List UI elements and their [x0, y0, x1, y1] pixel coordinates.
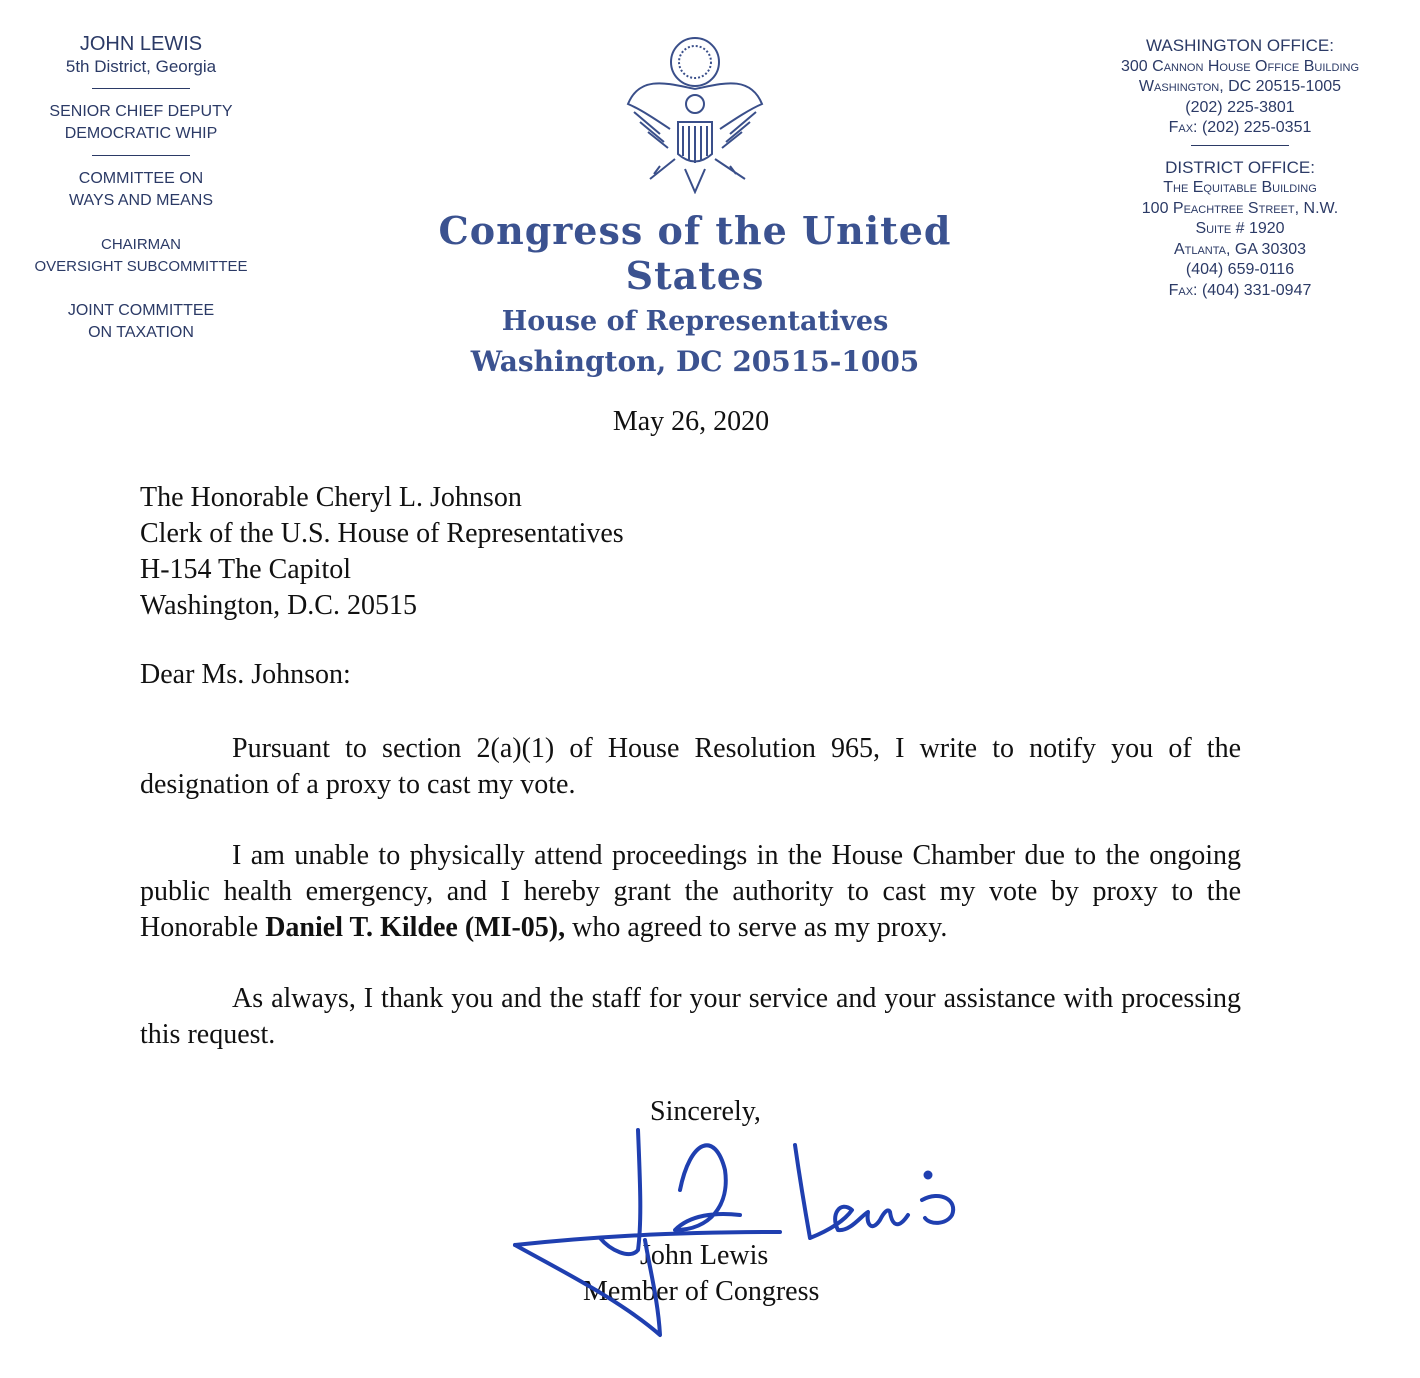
paragraph-text: I am unable to physically attend proceedings in the House Chamber due to the ongoing public health emergency, and I hereby grant the authority to cast my vote by proxy to the Honorable: [140, 840, 1241, 943]
letterhead-city: Washington, DC 20515-1005: [470, 345, 920, 378]
office-line: The Equitable Building: [1163, 179, 1317, 196]
closing: Sincerely,: [650, 1096, 761, 1127]
office-line: (202) 225-3801: [1185, 98, 1295, 116]
office-line: Fax: (202) 225-0351: [1168, 119, 1312, 136]
office-info: [1100, 36, 1380, 301]
letterhead-center: [400, 34, 990, 378]
role-line: JOINT COMMITTEE: [67, 302, 215, 319]
role-line: CHAIRMAN: [100, 236, 181, 253]
role-joint: [20, 300, 262, 344]
paragraph: As always, I thank you and the staff for your service and your assistance with processing this request.: [140, 983, 1241, 1050]
signer-title: Member of Congress: [583, 1276, 820, 1307]
salutation: Dear Ms. Johnson:: [140, 659, 351, 690]
paragraph-text: who agreed to serve as my proxy.: [565, 912, 948, 943]
office-line: Fax: (404) 331-0947: [1168, 281, 1312, 299]
office-line: 300 Cannon House Office Building: [1121, 57, 1359, 75]
role-chairman: [20, 234, 262, 278]
role-line: COMMITTEE ON: [78, 170, 204, 187]
member-info: [20, 32, 262, 344]
role-line: OVERSIGHT SUBCOMMITTEE: [34, 258, 248, 275]
role-line: ON TAXATION: [88, 324, 194, 341]
signature-image: [500, 1120, 970, 1350]
divider: [1191, 145, 1289, 146]
member-name: JOHN LEWIS: [79, 33, 203, 55]
letterhead-subtitle: House of Representatives: [501, 306, 889, 337]
address-line: Washington, D.C. 20515: [140, 590, 417, 621]
role-committee: [20, 168, 262, 212]
signer-name: John Lewis: [640, 1240, 769, 1271]
office-line: Washington, DC 20515-1005: [1138, 78, 1342, 95]
address-line: The Honorable Cheryl L. Johnson: [140, 482, 522, 513]
washington-office-heading: WASHINGTON OFFICE:: [1146, 36, 1334, 55]
role-line: WAYS AND MEANS: [68, 192, 214, 209]
eagle-seal-icon: [620, 34, 770, 194]
address-line: H-154 The Capitol: [140, 554, 352, 585]
divider: [92, 88, 190, 89]
role-line: DEMOCRATIC WHIP: [64, 125, 218, 142]
role-line: SENIOR CHIEF DEPUTY: [49, 103, 233, 120]
role-whip: [20, 101, 262, 145]
recipient-address: [140, 480, 624, 624]
letter-date: May 26, 2020: [612, 406, 770, 437]
address-line: Clerk of the U.S. House of Representatives: [140, 518, 624, 549]
office-line: Atlanta, GA 30303: [1173, 240, 1307, 258]
paragraph: [140, 838, 1241, 946]
letterhead-title: Congress of the United States: [438, 208, 952, 298]
district-office-heading: DISTRICT OFFICE:: [1165, 157, 1315, 177]
divider: [92, 155, 190, 156]
office-line: (404) 659-0116: [1185, 261, 1295, 278]
proxy-name: Daniel T. Kildee (MI-05),: [265, 912, 566, 943]
office-line: Suite # 1920: [1195, 220, 1285, 237]
office-line: 100 Peachtree Street, N.W.: [1141, 199, 1339, 217]
member-district: 5th District, Georgia: [65, 57, 217, 76]
paragraph: Pursuant to section 2(a)(1) of House Resolution 965, I write to notify you of the designation of a proxy to cast my vote.: [140, 733, 1241, 800]
